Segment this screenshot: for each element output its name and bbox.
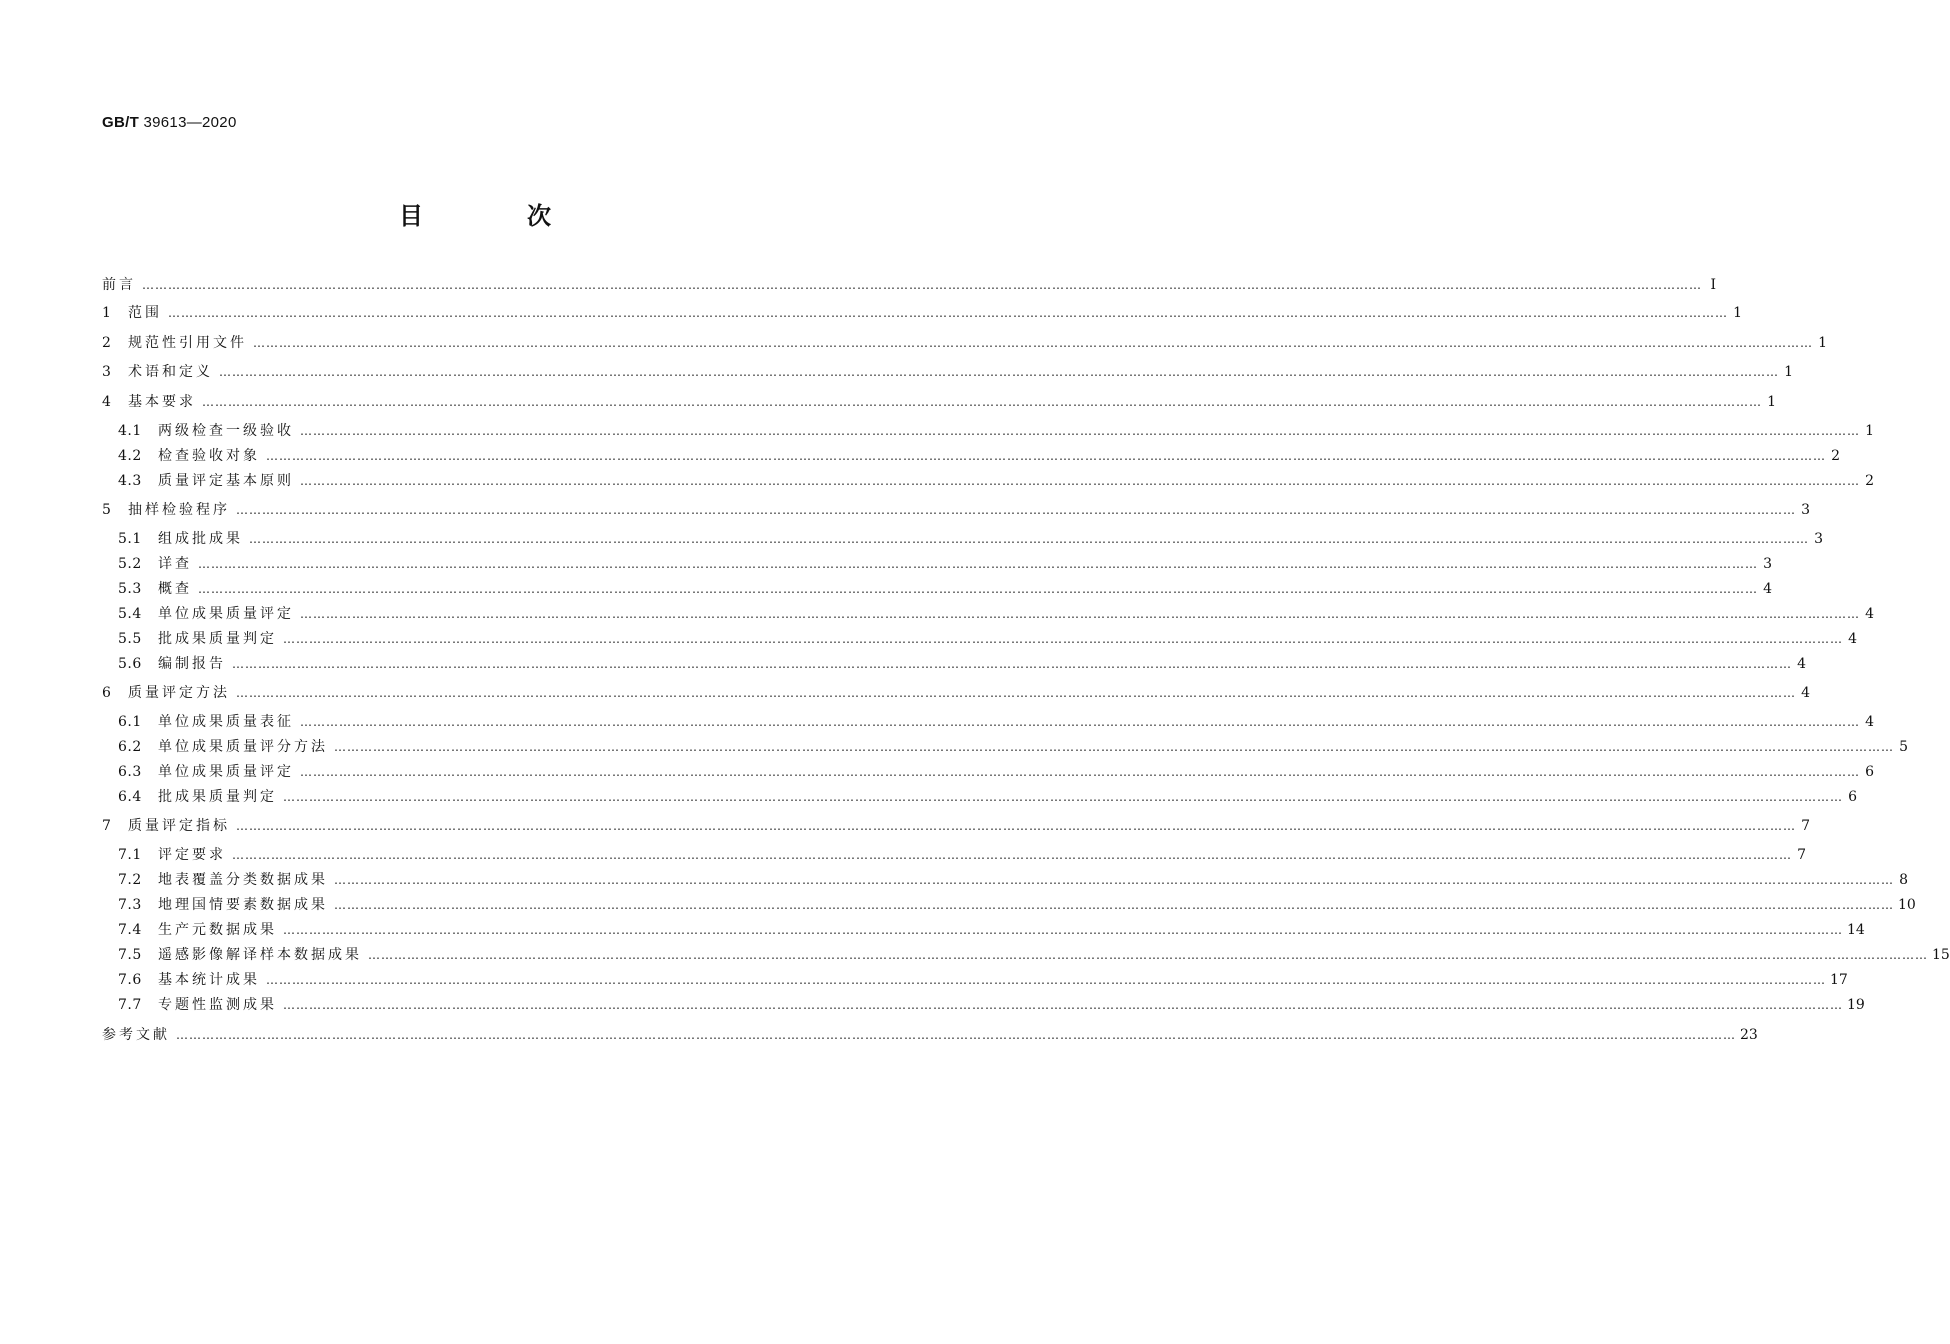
toc-entry[interactable]: [102, 333, 1827, 353]
toc-entry[interactable]: [118, 787, 1857, 807]
toc-dot-leader: ………………………………………………………………………………………………………………………………………………………………………………………………………………………………………………………………………………………………………………………………: [300, 474, 1860, 488]
toc-entry[interactable]: [118, 870, 1908, 890]
toc-entry-page: 15: [1932, 947, 1950, 963]
toc-entry-page: 8: [1899, 872, 1908, 888]
toc-entry[interactable]: [118, 421, 1874, 441]
toc-entry[interactable]: [118, 471, 1874, 491]
toc-entry[interactable]: [118, 629, 1857, 649]
toc-dot-leader: ………………………………………………………………………………………………………………………………………………………………………………………………………………………………………………………………………………………………………………………………: [266, 973, 1826, 987]
toc-entry-number: 7.7: [118, 997, 142, 1013]
toc-entry-label: 基本要求: [128, 394, 196, 410]
toc-entry-label: 地表覆盖分类数据成果: [158, 872, 328, 888]
toc-dot-leader: ………………………………………………………………………………………………………………………………………………………………………………………………………………………………………………………………………………………………………………………………: [198, 557, 1758, 571]
toc-entry[interactable]: [118, 654, 1806, 674]
toc-entry-label: 参考文献: [102, 1027, 170, 1043]
toc-entry[interactable]: [102, 392, 1776, 412]
toc-entry-page: 2: [1865, 473, 1874, 489]
toc-entry-page: 4: [1763, 581, 1772, 597]
toc-entry[interactable]: [102, 683, 1810, 703]
toc-dot-leader: ………………………………………………………………………………………………………………………………………………………………………………………………………………………………………………………………………………………………………………………………: [253, 336, 1813, 350]
toc-dot-leader: ………………………………………………………………………………………………………………………………………………………………………………………………………………………………………………………………………………………………………………………………: [236, 686, 1796, 700]
toc-entry[interactable]: [118, 604, 1874, 624]
standard-number: [102, 114, 237, 131]
toc-entry-label: 术语和定义: [128, 364, 213, 380]
toc-entry-page: 1: [1767, 394, 1776, 410]
toc-entry-page: 7: [1801, 818, 1810, 834]
toc-entry[interactable]: [118, 579, 1772, 599]
toc-entry-page: 10: [1898, 897, 1916, 913]
toc-entry-label: 质量评定方法: [128, 685, 230, 701]
toc-entry-number: 3: [102, 364, 112, 380]
toc-entry-label: 批成果质量判定: [158, 631, 277, 647]
toc-dot-leader: ………………………………………………………………………………………………………………………………………………………………………………………………………………………………………………………………………………………………………………………………: [232, 657, 1792, 671]
toc-entry-label: 单位成果质量表征: [158, 714, 294, 730]
toc-entry[interactable]: [118, 737, 1908, 757]
toc-entry-page: 23: [1740, 1027, 1758, 1043]
toc-entry-label: 单位成果质量评定: [158, 606, 294, 622]
toc-entry[interactable]: [102, 500, 1810, 520]
toc-entry-page: 5: [1899, 739, 1908, 755]
toc-dot-leader: ………………………………………………………………………………………………………………………………………………………………………………………………………………………………………………………………………………………………………………………………: [168, 306, 1728, 320]
toc-entry-number: 2: [102, 335, 112, 351]
toc-dot-leader: ………………………………………………………………………………………………………………………………………………………………………………………………………………………………………………………………………………………………………………………………: [236, 819, 1796, 833]
toc-entry-page: 4: [1865, 606, 1874, 622]
toc-entry-number: 7.5: [118, 947, 142, 963]
toc-entry[interactable]: [118, 845, 1806, 865]
toc-entry-number: 6.2: [118, 739, 142, 755]
toc-entry-page: 17: [1830, 972, 1848, 988]
toc-entry-label: 单位成果质量评分方法: [158, 739, 328, 755]
toc-entry-number: 4.3: [118, 473, 142, 489]
toc-entry-page: 1: [1784, 364, 1793, 380]
toc-entry-label: 范围: [128, 305, 162, 321]
toc-entry-number: 5.5: [118, 631, 142, 647]
toc-entry[interactable]: [118, 554, 1772, 574]
toc-entry-label: 专题性监测成果: [158, 997, 277, 1013]
toc-entry-number: 7.6: [118, 972, 142, 988]
toc-entry-number: 5.2: [118, 556, 142, 572]
toc-entry[interactable]: [102, 275, 1716, 295]
toc-entry-label: 编制报告: [158, 656, 226, 672]
toc-entry-label: 质量评定指标: [128, 818, 230, 834]
toc-dot-leader: ………………………………………………………………………………………………………………………………………………………………………………………………………………………………………………………………………………………………………………………………: [232, 848, 1792, 862]
toc-entry[interactable]: [118, 995, 1865, 1015]
toc-entry[interactable]: [102, 362, 1793, 382]
toc-dot-leader: ………………………………………………………………………………………………………………………………………………………………………………………………………………………………………………………………………………………………………………………………: [334, 740, 1894, 754]
toc-dot-leader: ………………………………………………………………………………………………………………………………………………………………………………………………………………………………………………………………………………………………………………………………: [198, 582, 1758, 596]
toc-entry-label: 遥感影像解译样本数据成果: [158, 947, 362, 963]
toc-entry-page: 19: [1847, 997, 1865, 1013]
toc-entry-label: 地理国情要素数据成果: [158, 897, 328, 913]
toc-entry[interactable]: [118, 895, 1916, 915]
toc-entry-page: 3: [1763, 556, 1772, 572]
toc-entry-number: 6.3: [118, 764, 142, 780]
toc-entry-page: 4: [1797, 656, 1806, 672]
toc-dot-leader: ………………………………………………………………………………………………………………………………………………………………………………………………………………………………………………………………………………………………………………………………: [283, 632, 1843, 646]
toc-dot-leader: ………………………………………………………………………………………………………………………………………………………………………………………………………………………………………………………………………………………………………………………………: [249, 532, 1809, 546]
toc-entry-number: 5: [102, 502, 112, 518]
toc-entry-label: 质量评定基本原则: [158, 473, 294, 489]
toc-entry-page: Ⅰ: [1710, 277, 1716, 293]
toc-entry-number: 1: [102, 305, 112, 321]
toc-entry-page: 6: [1848, 789, 1857, 805]
toc-entry-label: 规范性引用文件: [128, 335, 247, 351]
toc-entry-page: 1: [1818, 335, 1827, 351]
toc-entry[interactable]: [118, 529, 1823, 549]
toc-entry-label: 组成批成果: [158, 531, 243, 547]
toc-entry[interactable]: [102, 1025, 1758, 1045]
toc-entry-page: 1: [1733, 305, 1742, 321]
toc-dot-leader: ………………………………………………………………………………………………………………………………………………………………………………………………………………………………………………………………………………………………………………………………: [300, 607, 1860, 621]
toc-dot-leader: ………………………………………………………………………………………………………………………………………………………………………………………………………………………………………………………………………………………………………………………………: [219, 365, 1779, 379]
toc-dot-leader: ………………………………………………………………………………………………………………………………………………………………………………………………………………………………………………………………………………………………………………………………: [236, 503, 1796, 517]
toc-entry-number: 7.4: [118, 922, 142, 938]
toc-entry-page: 14: [1847, 922, 1865, 938]
toc-entry-page: 7: [1797, 847, 1806, 863]
toc-entry-number: 6.4: [118, 789, 142, 805]
toc-entry-number: 7.3: [118, 897, 142, 913]
toc-entry[interactable]: [102, 303, 1742, 323]
toc-entry-number: 4.1: [118, 423, 142, 439]
toc-entry-page: 4: [1801, 685, 1810, 701]
toc-dot-leader: ………………………………………………………………………………………………………………………………………………………………………………………………………………………………………………………………………………………………………………………………: [334, 873, 1894, 887]
toc-entry-page: 3: [1801, 502, 1810, 518]
toc-entry-number: 7.2: [118, 872, 142, 888]
toc-entry-page: 6: [1865, 764, 1874, 780]
toc-entry-number: 5.3: [118, 581, 142, 597]
toc-entry[interactable]: [118, 945, 1950, 965]
toc-entry-page: 4: [1848, 631, 1857, 647]
toc-entry-page: 2: [1831, 448, 1840, 464]
toc-entry-label: 两级检查一级验收: [158, 423, 294, 439]
standard-year: 39613—2020: [143, 114, 237, 131]
toc-dot-leader: ………………………………………………………………………………………………………………………………………………………………………………………………………………………………………………………………………………………………………………………………: [142, 278, 1702, 292]
toc-dot-leader: ………………………………………………………………………………………………………………………………………………………………………………………………………………………………………………………………………………………………………………………………: [300, 765, 1860, 779]
toc-entry-number: 5.6: [118, 656, 142, 672]
toc-entry-page: 1: [1865, 423, 1874, 439]
toc-title: 目 次: [399, 202, 591, 230]
toc-entry[interactable]: [118, 446, 1840, 466]
toc-dot-leader: ………………………………………………………………………………………………………………………………………………………………………………………………………………………………………………………………………………………………………………………………: [334, 898, 1894, 912]
toc-entry-number: 5.4: [118, 606, 142, 622]
toc-entry[interactable]: [118, 712, 1874, 732]
toc-entry-number: 7: [102, 818, 112, 834]
toc-dot-leader: ………………………………………………………………………………………………………………………………………………………………………………………………………………………………………………………………………………………………………………………………: [283, 790, 1843, 804]
toc-entry-number: 4.2: [118, 448, 142, 464]
toc-entry-number: 6: [102, 685, 112, 701]
toc-entry[interactable]: [118, 920, 1865, 940]
toc-entry-label: 批成果质量判定: [158, 789, 277, 805]
toc-entry-label: 概查: [158, 581, 192, 597]
toc-entry-page: 3: [1814, 531, 1823, 547]
toc-dot-leader: ………………………………………………………………………………………………………………………………………………………………………………………………………………………………………………………………………………………………………………………………: [368, 948, 1928, 962]
toc-dot-leader: ………………………………………………………………………………………………………………………………………………………………………………………………………………………………………………………………………………………………………………………………: [283, 923, 1843, 937]
toc-dot-leader: ………………………………………………………………………………………………………………………………………………………………………………………………………………………………………………………………………………………………………………………………: [202, 395, 1762, 409]
toc-entry-page: 4: [1865, 714, 1874, 730]
toc-entry[interactable]: [118, 762, 1874, 782]
toc-dot-leader: ………………………………………………………………………………………………………………………………………………………………………………………………………………………………………………………………………………………………………………………………: [266, 449, 1826, 463]
toc-entry-label: 生产元数据成果: [158, 922, 277, 938]
toc-entry-number: 5.1: [118, 531, 142, 547]
toc-dot-leader: ………………………………………………………………………………………………………………………………………………………………………………………………………………………………………………………………………………………………………………………………: [300, 715, 1860, 729]
toc-entry-label: 抽样检验程序: [128, 502, 230, 518]
toc-entry-label: 评定要求: [158, 847, 226, 863]
toc-dot-leader: ………………………………………………………………………………………………………………………………………………………………………………………………………………………………………………………………………………………………………………………………: [176, 1028, 1736, 1042]
toc-entry-number: 4: [102, 394, 112, 410]
toc-entry-number: 6.1: [118, 714, 142, 730]
toc-entry[interactable]: [102, 816, 1810, 836]
standard-code: GB/T: [102, 114, 140, 131]
toc-entry-label: 基本统计成果: [158, 972, 260, 988]
toc-entry-label: 前言: [102, 277, 136, 293]
toc-entry-number: 7.1: [118, 847, 142, 863]
toc-entry-label: 检查验收对象: [158, 448, 260, 464]
toc-entry-label: 单位成果质量评定: [158, 764, 294, 780]
toc-entry-label: 详查: [158, 556, 192, 572]
toc-dot-leader: ………………………………………………………………………………………………………………………………………………………………………………………………………………………………………………………………………………………………………………………………: [300, 424, 1860, 438]
toc-entry[interactable]: [118, 970, 1848, 990]
toc-dot-leader: ………………………………………………………………………………………………………………………………………………………………………………………………………………………………………………………………………………………………………………………………: [283, 998, 1843, 1012]
